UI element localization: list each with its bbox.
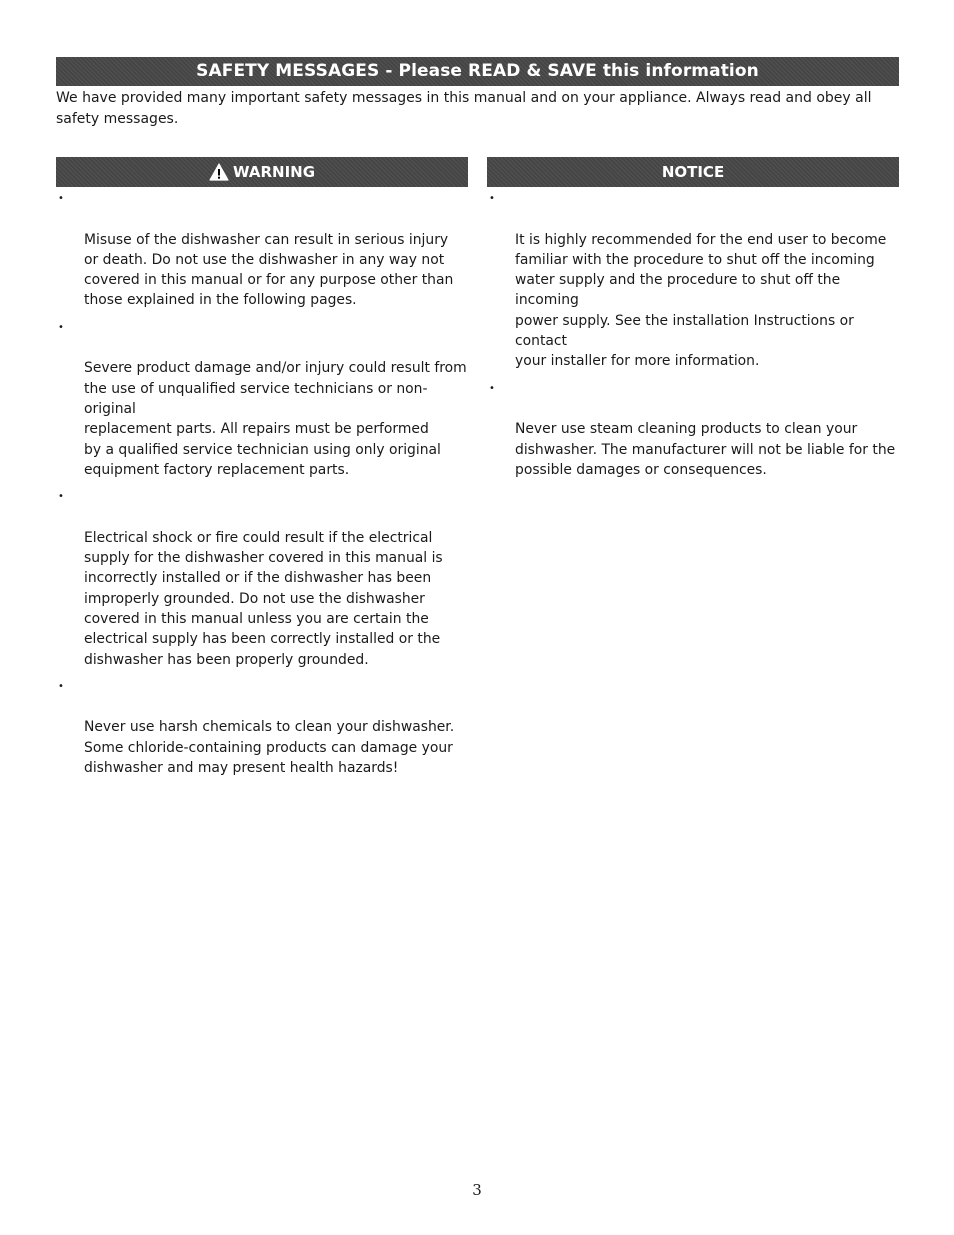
warning-item bbox=[56, 677, 476, 778]
bullet: • bbox=[489, 193, 495, 204]
warning-header bbox=[56, 157, 468, 187]
warning-triangle-icon bbox=[209, 163, 229, 181]
page-number: 3 bbox=[472, 1181, 482, 1199]
notice-header bbox=[487, 157, 899, 187]
notice-item bbox=[487, 379, 907, 480]
notice-item-text: It is highly recommended for the end user to become familiar with the procedure to shut off the incoming water supply and the procedure to shut off the incoming power supply. See the installation Instructions or contact your installer for more information. bbox=[515, 231, 887, 370]
warning-item-text: Severe product damage and/or injury could result from the use of unqualified service technicians or non-original replacement parts. All repairs must be performed by a qualified service technician using only original equipment factory replacement parts. bbox=[84, 360, 467, 478]
warning-item-text: Never use harsh chemicals to clean your dishwasher. Some chloride-containing products can damage your dishwasher and may present health hazards! bbox=[84, 719, 455, 777]
warning-item-text: Misuse of the dishwasher can result in serious injury or death. Do not use the dishwasher in any way not covered in this manual or for any purpose other than those explained in the following pages. bbox=[84, 231, 454, 309]
bullet: • bbox=[58, 321, 64, 333]
warning-title: WARNING bbox=[232, 163, 316, 181]
notice-item-text: Never use steam cleaning products to clean your dishwasher. The manufacturer will not be liable for the possible damages or consequences. bbox=[515, 421, 896, 478]
warning-item bbox=[56, 189, 476, 311]
notice-item bbox=[487, 189, 907, 372]
intro-text: We have provided many important safety messages in this manual and on your appliance. Always read and obey all safety messages. bbox=[56, 90, 872, 127]
notice-list bbox=[487, 189, 907, 487]
bullet: • bbox=[58, 680, 64, 692]
bullet: • bbox=[58, 491, 64, 503]
safety-messages-banner bbox=[56, 57, 899, 86]
warning-item-text: Electrical shock or fire could result if the electrical supply for the dishwasher covered in this manual is incorrectly installed or if the dishwasher has been improperly grounded. Do not use the dishwasher covered in this manual unless you are certain the electrical supply has been correctly installed or the dishwasher has been properly grounded. bbox=[84, 529, 443, 668]
warning-list bbox=[56, 189, 476, 785]
warning-item bbox=[56, 318, 476, 480]
bullet: • bbox=[58, 193, 64, 204]
bullet: • bbox=[489, 382, 495, 394]
banner-title: SAFETY MESSAGES - Please READ & SAVE this information bbox=[196, 61, 759, 81]
notice-title: NOTICE bbox=[661, 163, 725, 181]
warning-item bbox=[56, 487, 476, 670]
